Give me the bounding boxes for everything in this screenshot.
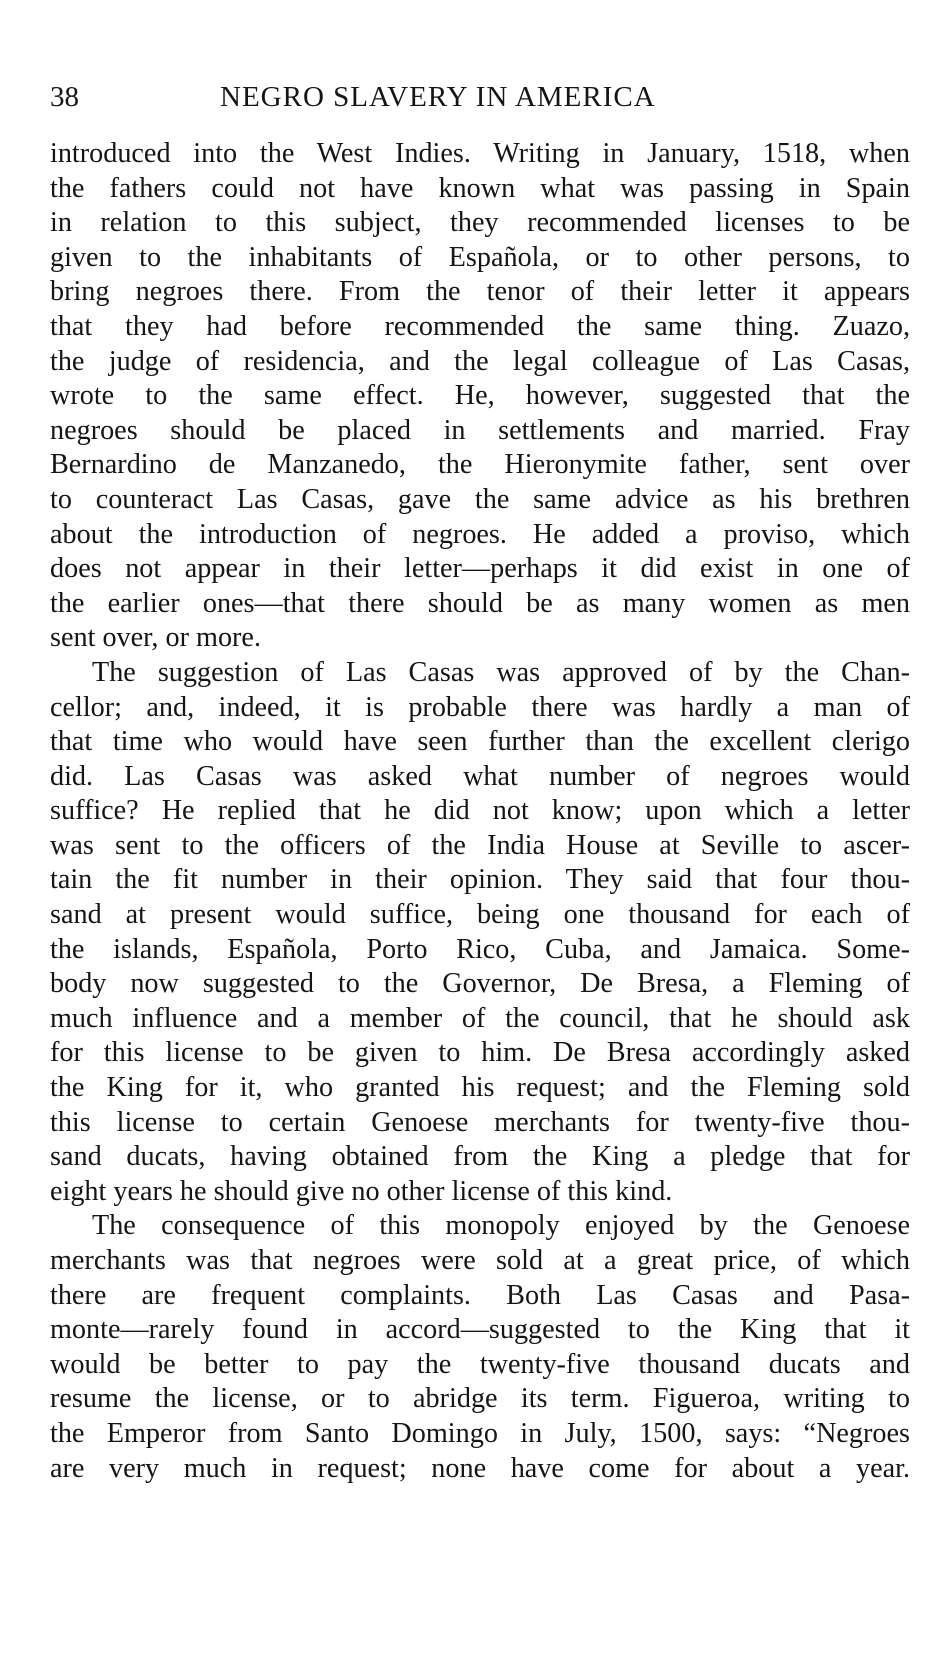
text-line: for this license to be given to him. De Bresa accordingly asked xyxy=(50,1037,910,1069)
text-line: that they had before recommended the same thing. Zuazo, xyxy=(50,310,910,342)
text-line: the fathers could not have known what was passing in Spain xyxy=(50,172,910,204)
text-line: the Emperor from Santo Domingo in July, 1500, says: “Negroes xyxy=(50,1417,910,1449)
text-line: monte—rarely found in accord—suggested to the King that it xyxy=(50,1314,910,1346)
text-line: the earlier ones—that there should be as many women as men xyxy=(50,587,910,619)
paragraph xyxy=(50,137,910,656)
paragraph xyxy=(50,656,910,1210)
text-line: body now suggested to the Governor, De Bresa, a Fleming of xyxy=(50,968,910,1000)
text-line: was sent to the officers of the India House at Seville to ascer- xyxy=(50,829,910,861)
text-line: Bernardino de Manzanedo, the Hieronymite father, sent over xyxy=(50,449,910,481)
text-line: did. Las Casas was asked what number of negroes would xyxy=(50,760,910,792)
text-line: in relation to this subject, they recommended licenses to be xyxy=(50,207,910,239)
text-line: there are frequent complaints. Both Las Casas and Pasa- xyxy=(50,1279,910,1311)
running-head: NEGRO SLAVERY IN AMERICA xyxy=(220,81,656,113)
text-line: negroes should be placed in settlements and married. Fray xyxy=(50,414,910,446)
text-line: resume the license, or to abridge its term. Figueroa, writing to xyxy=(50,1383,910,1415)
text-line: cellor; and, indeed, it is probable there was hardly a man of xyxy=(50,691,910,723)
text-line: are very much in request; none have come for about a year. xyxy=(50,1452,910,1484)
page-header xyxy=(50,74,910,120)
text-line: the islands, Española, Porto Rico, Cuba, and Jamaica. Some- xyxy=(50,933,910,965)
text-line: bring negroes there. From the tenor of their letter it appears xyxy=(50,276,910,308)
text-line: the judge of residencia, and the legal colleague of Las Casas, xyxy=(50,345,910,377)
text-line: sand at present would suffice, being one thousand for each of xyxy=(50,899,910,931)
text-line: does not appear in their letter—perhaps it did exist in one of xyxy=(50,553,910,585)
text-line: sand ducats, having obtained from the King a pledge that for xyxy=(50,1141,910,1173)
text-line: The consequence of this monopoly enjoyed by the Genoese xyxy=(92,1210,910,1242)
text-line: to counteract Las Casas, gave the same advice as his brethren xyxy=(50,483,910,515)
text-line: tain the fit number in their opinion. They said that four thou- xyxy=(50,864,910,896)
text-line: would be better to pay the twenty-five thousand ducats and xyxy=(50,1348,910,1380)
text-line: The suggestion of Las Casas was approved of by the Chan- xyxy=(92,656,910,688)
text-line: sent over, or more. xyxy=(50,622,261,654)
text-line: wrote to the same effect. He, however, suggested that the xyxy=(50,380,910,412)
text-line: given to the inhabitants of Española, or to other persons, to xyxy=(50,241,910,273)
text-line: eight years he should give no other license of this kind. xyxy=(50,1175,673,1207)
page-number: 38 xyxy=(50,81,79,113)
text-line: merchants was that negroes were sold at a great price, of which xyxy=(50,1245,910,1276)
paragraph xyxy=(50,1209,910,1486)
text-line: introduced into the West Indies. Writing in January, 1518, when xyxy=(50,138,910,169)
body-text xyxy=(50,137,910,1486)
text-line: about the introduction of negroes. He added a proviso, which xyxy=(50,518,910,550)
text-line: this license to certain Genoese merchants for twenty-five thou- xyxy=(50,1106,910,1138)
text-line: that time who would have seen further than the excellent clerigo xyxy=(50,726,910,758)
text-line: much influence and a member of the council, that he should ask xyxy=(50,1002,910,1034)
text-line: suffice? He replied that he did not know; upon which a letter xyxy=(50,795,910,827)
text-line: the King for it, who granted his request; and the Fleming sold xyxy=(50,1072,910,1104)
